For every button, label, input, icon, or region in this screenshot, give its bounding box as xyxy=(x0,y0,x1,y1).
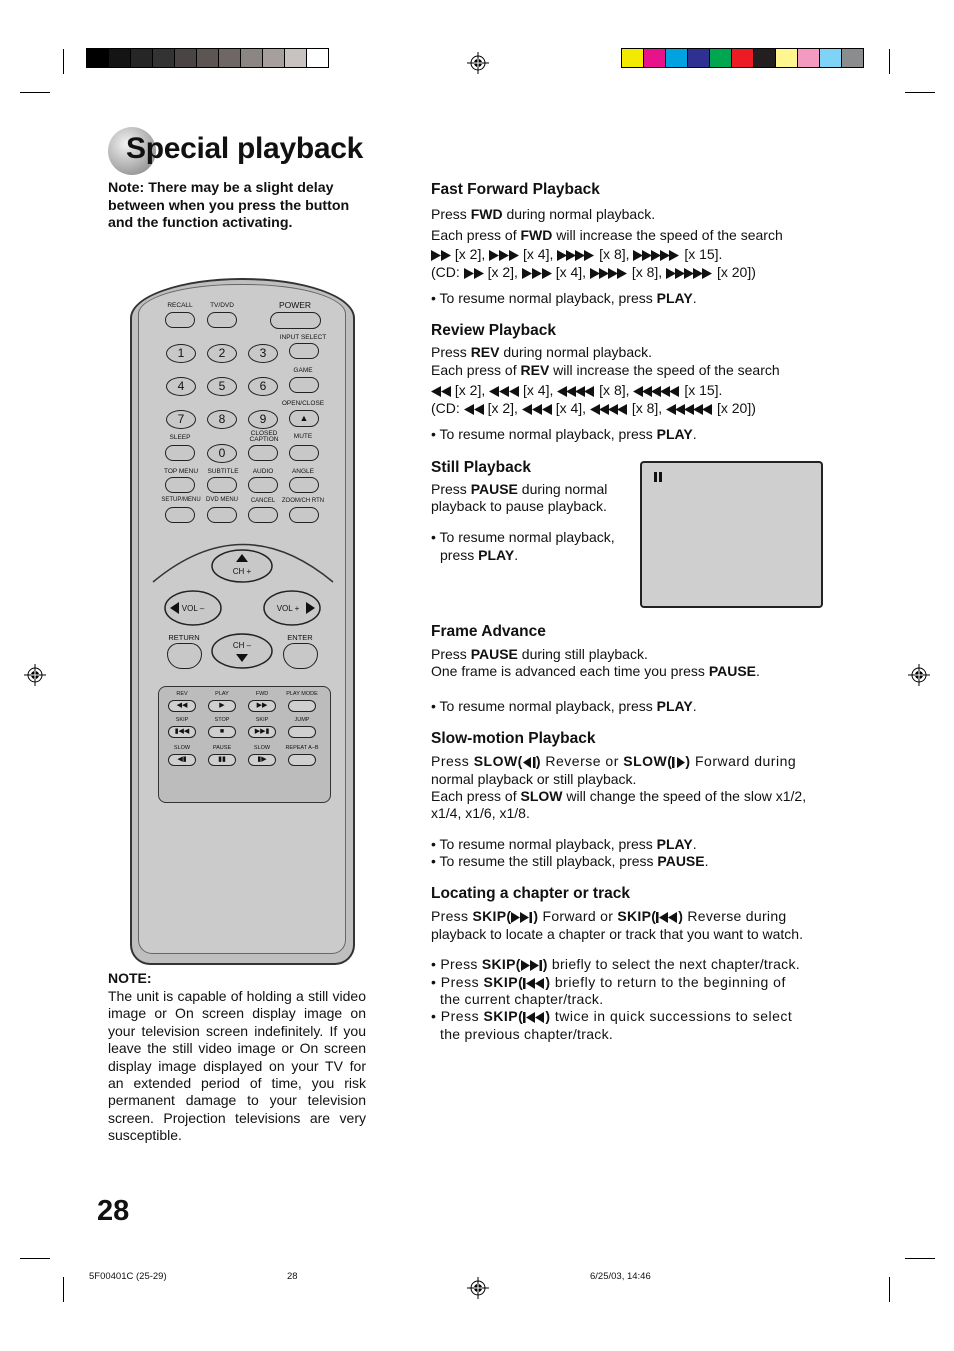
ff-line-2: Each press of FWD will increase the speed of the search xyxy=(431,227,783,243)
remote-label-closed-caption-2: CAPTION xyxy=(249,436,279,443)
return-button xyxy=(167,643,202,669)
frame-resume: • To resume normal playback, press PLAY. xyxy=(431,698,697,714)
remote-label-subtitle: SUBTITLE xyxy=(207,468,239,475)
chapter-bullet-1: • Press SKIP( ) briefly to select the next chapter/track. xyxy=(431,956,800,972)
play-mode-button xyxy=(288,700,316,712)
rev-8x-icon xyxy=(557,386,595,397)
ff-resume: • To resume normal playback, press PLAY. xyxy=(431,290,697,306)
panel-label-fwd: FWD xyxy=(255,691,269,697)
remote-label-audio: AUDIO xyxy=(252,468,274,475)
skip-back-icon xyxy=(523,978,545,989)
remote-label-ch-up: CH + xyxy=(232,567,252,576)
digit-6-button: 6 xyxy=(248,377,278,396)
audio-button xyxy=(248,477,278,493)
registration-mark-icon xyxy=(467,1277,489,1299)
rev-2x-icon xyxy=(431,386,451,397)
power-button xyxy=(270,312,321,329)
frame-line-1: Press PAUSE during still playback. xyxy=(431,646,648,662)
remote-label-top-menu: TOP MENU xyxy=(163,468,199,475)
color-swatch xyxy=(687,48,710,68)
color-swatch xyxy=(753,48,776,68)
remote-label-vol-up: VOL + xyxy=(276,604,300,613)
digit-9-button: 9 xyxy=(248,410,278,429)
remote-label-setup-menu: SETUP/MENU xyxy=(161,497,201,503)
rev-15x-icon xyxy=(633,386,680,397)
slow-line-4: x1/4, x1/6, x1/8. xyxy=(431,805,530,821)
color-swatch xyxy=(284,48,307,68)
ff-cd-4x-icon xyxy=(522,268,552,279)
rev-4x-icon xyxy=(489,386,519,397)
fast-forward-icon: ▶▶ xyxy=(248,700,276,712)
ff-cd-2x-icon xyxy=(464,268,484,279)
ff-cd-row: (CD: [x 2], [x 4], [x 8], [x 20]) xyxy=(431,264,756,280)
ff-2x-icon xyxy=(431,250,451,261)
color-swatch xyxy=(797,48,820,68)
color-swatch xyxy=(240,48,263,68)
digit-2-button: 2 xyxy=(207,344,237,363)
chapter-bullet-3: • Press SKIP( ) twice in quick successions to select xyxy=(431,1008,793,1024)
registration-mark-icon xyxy=(24,664,46,686)
ff-15x-icon xyxy=(633,250,680,261)
pause-icon xyxy=(654,472,662,482)
digit-4-button: 4 xyxy=(166,377,196,396)
color-swatch xyxy=(841,48,864,68)
ff-4x-icon xyxy=(489,250,519,261)
note-body: The unit is capable of holding a still video image or On screen display image on your television screen indefinitely. If you leave the still video image or On screen display image displayed on your TV for an extended period of time, you risk permanent damage to your television screen. Projection televisions are very susceptible. xyxy=(108,988,366,1144)
panel-label-skip-fwd: SKIP xyxy=(255,717,269,723)
remote-label-game: GAME xyxy=(293,367,313,374)
page-number: 28 xyxy=(97,1195,130,1227)
stop-icon: ■ xyxy=(208,726,236,738)
play-icon: ▶ xyxy=(208,700,236,712)
skip-back-icon xyxy=(523,1012,545,1023)
frame-heading: Frame Advance xyxy=(431,623,546,640)
subtitle-button xyxy=(207,477,237,493)
remote-label-input-select: INPUT SELECT xyxy=(279,334,327,341)
registration-mark-icon xyxy=(908,664,930,686)
panel-label-repeat: REPEAT A–B xyxy=(285,745,319,751)
rev-heading: Review Playback xyxy=(431,322,556,339)
chapter-bullet-2: • Press SKIP( ) briefly to return to the beginning of xyxy=(431,974,786,990)
delay-note: Note: There may be a slight delay between when you press the button and the function activating. xyxy=(108,180,350,231)
cancel-button xyxy=(248,507,278,523)
panel-label-play-mode: PLAY MODE xyxy=(286,691,318,697)
color-swatch xyxy=(108,48,131,68)
slow-line-2: normal playback or still playback. xyxy=(431,771,637,787)
panel-label-slow-rev: SLOW xyxy=(173,745,191,751)
color-swatch xyxy=(621,48,644,68)
chapter-bullet-2-cont: the current chapter/track. xyxy=(440,991,604,1007)
remote-label-ch-down: CH – xyxy=(232,641,252,650)
still-line-1: Press PAUSE during normal xyxy=(431,481,608,497)
slow-line-3: Each press of SLOW will change the speed of the slow x1/2, xyxy=(431,788,807,804)
slow-forward-icon: ▮▶ xyxy=(248,754,276,766)
color-swatch xyxy=(665,48,688,68)
still-resume-1: • To resume normal playback, xyxy=(431,529,615,545)
repeat-button xyxy=(288,754,316,766)
input-select-button xyxy=(289,343,319,359)
rev-cd-20x-icon xyxy=(666,404,713,415)
chapter-line-1: Press SKIP( ) Forward or SKIP( ) Reverse during xyxy=(431,908,787,924)
pause-icon: ▮▮ xyxy=(208,754,236,766)
remote-label-power: POWER xyxy=(278,300,312,310)
ff-heading: Fast Forward Playback xyxy=(431,181,600,198)
closed-caption-button xyxy=(248,445,278,461)
setup-menu-button xyxy=(165,507,195,523)
color-swatch xyxy=(306,48,329,68)
color-swatch xyxy=(262,48,285,68)
skip-forward-icon: ▶▶▮ xyxy=(248,726,276,738)
digit-8-button: 8 xyxy=(207,410,237,429)
panel-label-skip-rev: SKIP xyxy=(175,717,189,723)
zoom-button xyxy=(289,507,319,523)
slow-reverse-icon xyxy=(523,757,536,768)
digit-5-button: 5 xyxy=(207,377,237,396)
remote-label-closed-caption-1: CLOSED xyxy=(250,430,278,437)
ff-8x-icon xyxy=(557,250,595,261)
color-swatch xyxy=(196,48,219,68)
remote-label-zoom: ZOOM/CH RTN xyxy=(281,498,325,504)
tv-screen-illustration xyxy=(640,461,823,608)
still-line-2: playback to pause playback. xyxy=(431,498,607,514)
color-swatch xyxy=(86,48,109,68)
remote-label-angle: ANGLE xyxy=(291,468,315,475)
footer-page: 28 xyxy=(287,1271,298,1282)
still-heading: Still Playback xyxy=(431,459,531,476)
color-swatch xyxy=(130,48,153,68)
sleep-button xyxy=(165,445,195,461)
panel-label-stop: STOP xyxy=(214,717,230,723)
tvdvd-button xyxy=(207,312,237,328)
recall-button xyxy=(165,312,195,328)
rev-cd-2x-icon xyxy=(464,404,484,415)
chapter-line-2: playback to locate a chapter or track that you want to watch. xyxy=(431,926,803,942)
chapter-heading: Locating a chapter or track xyxy=(431,885,630,902)
color-swatch xyxy=(731,48,754,68)
rev-resume: • To resume normal playback, press PLAY. xyxy=(431,426,697,442)
color-swatch xyxy=(709,48,732,68)
eject-icon: ▲ xyxy=(289,410,319,427)
rev-cd-4x-icon xyxy=(522,404,552,415)
enter-button xyxy=(283,643,318,669)
color-swatch xyxy=(819,48,842,68)
color-swatch xyxy=(218,48,241,68)
color-swatch xyxy=(174,48,197,68)
panel-label-rev: REV xyxy=(176,691,188,697)
ff-line-1: Press FWD during normal playback. xyxy=(431,206,656,222)
skip-forward-icon xyxy=(521,960,543,971)
slow-resume-2: • To resume the still playback, press PAUSE. xyxy=(431,853,709,869)
slow-heading: Slow-motion Playback xyxy=(431,730,596,747)
remote-label-open-close: OPEN/CLOSE xyxy=(281,400,325,407)
remote-label-vol-down: VOL – xyxy=(181,604,205,613)
digit-3-button: 3 xyxy=(248,344,278,363)
remote-label-mute: MUTE xyxy=(293,433,313,440)
angle-button xyxy=(289,477,319,493)
remote-label-return: RETURN xyxy=(168,633,200,642)
frame-line-2: One frame is advanced each time you press PAUSE. xyxy=(431,663,760,679)
rev-cd-8x-icon xyxy=(590,404,628,415)
game-button xyxy=(289,377,319,393)
registration-mark-icon xyxy=(467,52,489,74)
page-title: Special playback xyxy=(126,132,364,165)
top-menu-button xyxy=(165,477,195,493)
footer-file: 5F00401C (25-29) xyxy=(89,1271,167,1282)
rev-cd-row: (CD: [x 2], [x 4], [x 8], [x 20]) xyxy=(431,400,756,416)
ff-speed-row: [x 2], [x 4], [x 8], [x 15]. xyxy=(431,246,722,263)
slow-forward-icon xyxy=(672,757,685,768)
color-swatch xyxy=(775,48,798,68)
remote-label-cancel: CANCEL xyxy=(250,498,276,504)
mute-button xyxy=(289,445,319,461)
rewind-icon: ◀◀ xyxy=(168,700,196,712)
remote-label-sleep: SLEEP xyxy=(169,434,191,441)
skip-back-icon: ▮◀◀ xyxy=(168,726,196,738)
rev-speed-row: [x 2], [x 4], [x 8], [x 15]. xyxy=(431,382,722,399)
remote-label-enter: ENTER xyxy=(287,633,313,642)
slow-reverse-icon: ◀▮ xyxy=(168,754,196,766)
panel-label-slow-fwd: SLOW xyxy=(253,745,271,751)
remote-label-dvd-menu: DVD MENU xyxy=(205,497,239,503)
remote-label-recall: RECALL xyxy=(167,302,193,309)
skip-forward-icon xyxy=(511,912,533,923)
still-resume-2: press PLAY. xyxy=(440,547,519,563)
panel-label-pause: PAUSE xyxy=(212,745,232,751)
color-swatch xyxy=(643,48,666,68)
chapter-bullet-3-cont: the previous chapter/track. xyxy=(440,1026,614,1042)
digit-0-button: 0 xyxy=(207,444,237,463)
slow-resume-1: • To resume normal playback, press PLAY. xyxy=(431,836,697,852)
rev-line-2: Each press of REV will increase the speed of the search xyxy=(431,362,780,378)
ff-cd-8x-icon xyxy=(590,268,628,279)
jump-button xyxy=(288,726,316,738)
ff-cd-20x-icon xyxy=(666,268,713,279)
panel-label-jump: JUMP xyxy=(294,717,310,723)
remote-label-tvdvd: TV/DVD xyxy=(210,302,234,309)
digit-7-button: 7 xyxy=(166,410,196,429)
panel-label-play: PLAY xyxy=(215,691,229,697)
skip-back-icon xyxy=(656,912,678,923)
slow-line-1: Press SLOW( ) Reverse or SLOW( ) Forward during xyxy=(431,753,797,769)
dvd-menu-button xyxy=(207,507,237,523)
footer-date: 6/25/03, 14:46 xyxy=(590,1271,651,1282)
rev-line-1: Press REV during normal playback. xyxy=(431,344,653,360)
note-heading: NOTE: xyxy=(108,970,152,986)
digit-1-button: 1 xyxy=(166,344,196,363)
color-swatch xyxy=(152,48,175,68)
